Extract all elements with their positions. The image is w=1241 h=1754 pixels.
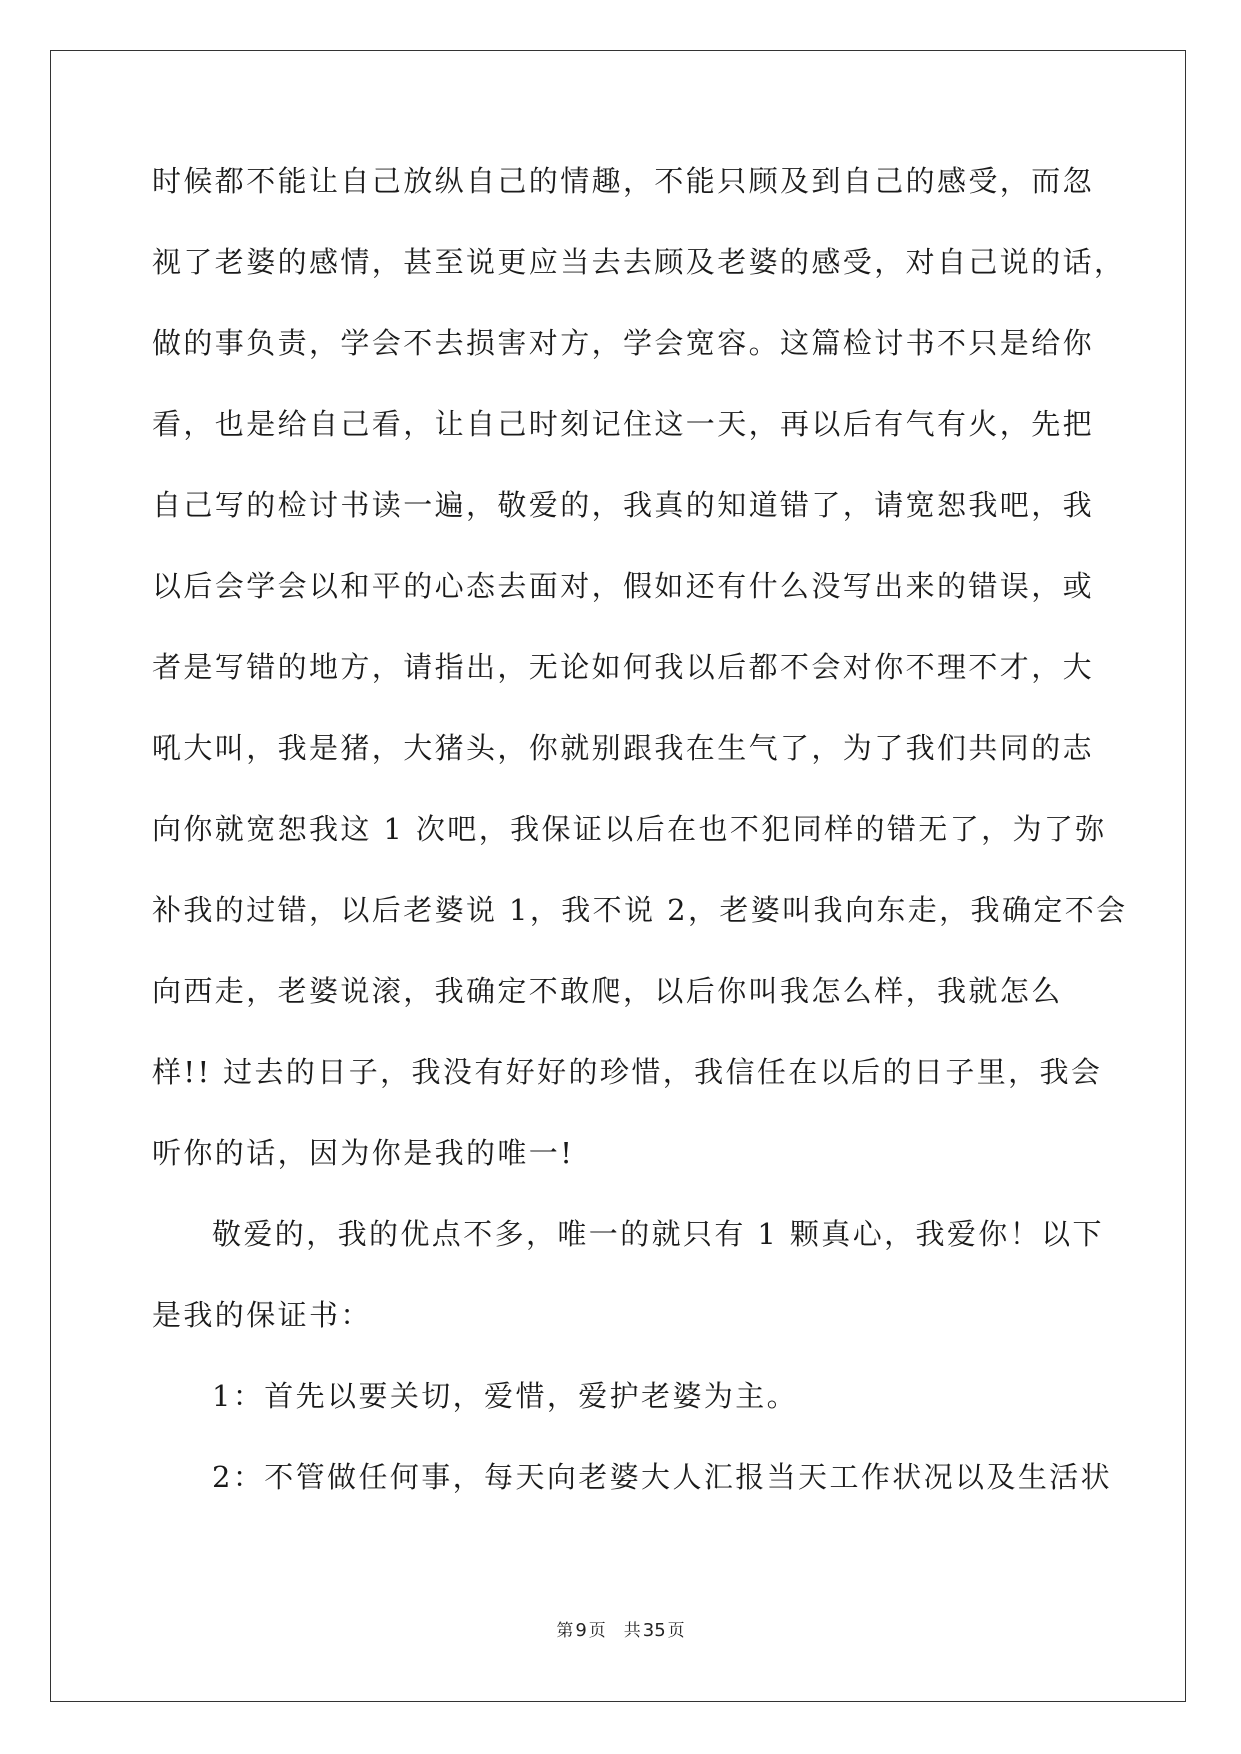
list-item-2: 2：不管做任何事，每天向老婆大人汇报当天工作状况以及生活状 xyxy=(212,1460,1113,1494)
text-line: 者是写错的地方，请指出，无论如何我以后都不会对你不理不才，大 xyxy=(152,650,1095,684)
page-suffix: 页 xyxy=(588,1621,606,1641)
list-item-1: 1：首先以要关切，爱惜，爱护老婆为主。 xyxy=(212,1379,799,1413)
page-prefix: 第 xyxy=(556,1621,574,1641)
text-line: 样!! 过去的日子，我没有好好的珍惜，我信任在以后的日子里，我会 xyxy=(152,1055,1103,1089)
text-line: 吼大叫，我是猪，大猪头，你就别跟我在生气了，为了我们共同的志 xyxy=(152,731,1095,765)
paragraph-start-line: 敬爱的，我的优点不多，唯一的就只有 1 颗真心，我爱你！以下 xyxy=(212,1217,1104,1251)
text-line: 听你的话，因为你是我的唯一! xyxy=(152,1136,575,1170)
text-line: 时候都不能让自己放纵自己的情趣，不能只顾及到自己的感受，而忽 xyxy=(152,164,1095,198)
text-line: 视了老婆的感情，甚至说更应当去去顾及老婆的感受，对自己说的话， xyxy=(152,245,1126,279)
text-line: 补我的过错，以后老婆说 1，我不说 2，老婆叫我向东走，我确定不会 xyxy=(152,893,1128,927)
text-line: 以后会学会以和平的心态去面对，假如还有什么没写出来的错误，或 xyxy=(152,569,1095,603)
total-prefix: 共 xyxy=(623,1621,641,1641)
text-line: 看，也是给自己看，让自己时刻记住这一天，再以后有气有火，先把 xyxy=(152,407,1095,441)
total-suffix: 页 xyxy=(667,1621,685,1641)
text-line: 向西走，老婆说滚，我确定不敢爬，以后你叫我怎么样，我就怎么 xyxy=(152,974,1063,1008)
text-line: 做的事负责，学会不去损害对方，学会宽容。这篇检讨书不只是给你 xyxy=(152,326,1095,360)
page-footer xyxy=(0,1619,1241,1643)
text-line: 是我的保证书： xyxy=(152,1298,372,1332)
text-line: 自己写的检讨书读一遍，敬爱的，我真的知道错了，请宽恕我吧，我 xyxy=(152,488,1095,522)
total-pages: 35 xyxy=(642,1620,666,1641)
page-number: 9 xyxy=(575,1620,587,1641)
text-line: 向你就宽恕我这 1 次吧，我保证以后在也不犯同样的错无了，为了弥 xyxy=(152,812,1107,846)
document-body xyxy=(152,163,1128,1540)
